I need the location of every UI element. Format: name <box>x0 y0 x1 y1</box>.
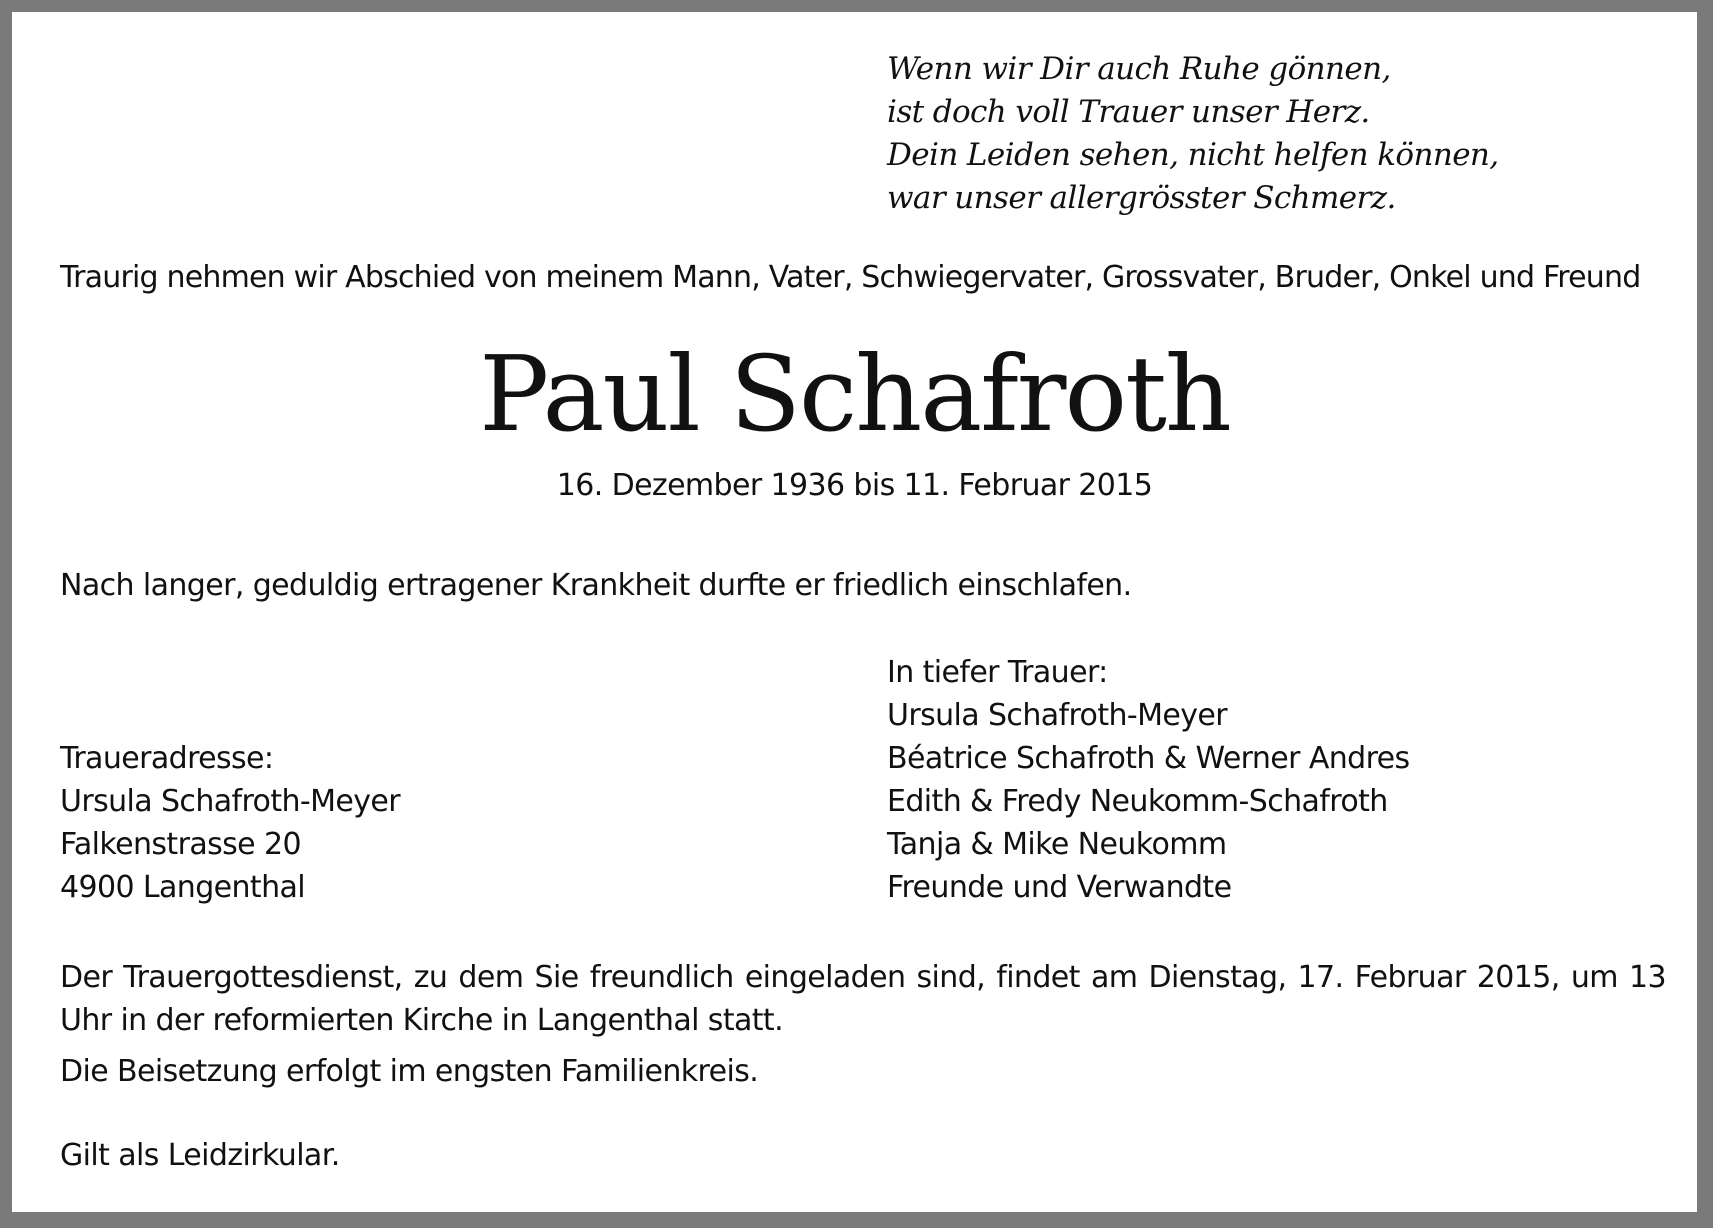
address-line: Ursula Schafroth-Meyer <box>60 784 401 819</box>
mourning-address <box>60 737 400 909</box>
life-dates: 16. Dezember 1936 bis 11. Februar 2015 <box>556 468 1153 503</box>
poem-line: Wenn wir Dir auch Ruhe gönnen, <box>887 51 1391 87</box>
poem-line: war unser allergrösster Schmerz. <box>887 180 1396 216</box>
circular-note: Gilt als Leidzirkular. <box>60 1138 340 1173</box>
address-line: Falkenstrasse 20 <box>60 827 301 862</box>
funeral-service-info: Der Trauergottesdienst, zu dem Sie freundlich eingeladen sind, findet am Dienstag, 17. Februar 2015, um 13 Uhr in der reformierten Kirche in Langenthal statt. <box>60 960 1666 1038</box>
mourner-name: Tanja & Mike Neukomm <box>887 827 1227 862</box>
obituary-notice <box>12 12 1697 1212</box>
deceased-name: Paul Schafroth <box>479 333 1230 455</box>
address-heading: Traueradresse: <box>60 741 274 776</box>
mourner-name: Edith & Fredy Neukomm-Schafroth <box>887 784 1388 819</box>
poem-line: Dein Leiden sehen, nicht helfen können, <box>887 137 1499 173</box>
address-line: 4900 Langenthal <box>60 870 306 905</box>
mourners-list <box>887 651 1410 909</box>
mourners-heading: In tiefer Trauer: <box>887 655 1108 690</box>
poem-line: ist doch voll Trauer unser Herz. <box>887 94 1370 130</box>
burial-info: Die Beisetzung erfolgt im engsten Familienkreis. <box>60 1054 759 1089</box>
mourner-name: Ursula Schafroth-Meyer <box>887 698 1228 733</box>
memorial-poem <box>887 48 1647 220</box>
mourner-name: Béatrice Schafroth & Werner Andres <box>887 741 1410 776</box>
mourner-name: Freunde und Verwandte <box>887 870 1232 905</box>
passing-statement: Nach langer, geduldig ertragener Krankheit durfte er friedlich einschlafen. <box>60 568 1132 603</box>
farewell-intro: Traurig nehmen wir Abschied von meinem Mann, Vater, Schwiegervater, Grossvater, Bruder, Onkel und Freund <box>60 260 1641 295</box>
